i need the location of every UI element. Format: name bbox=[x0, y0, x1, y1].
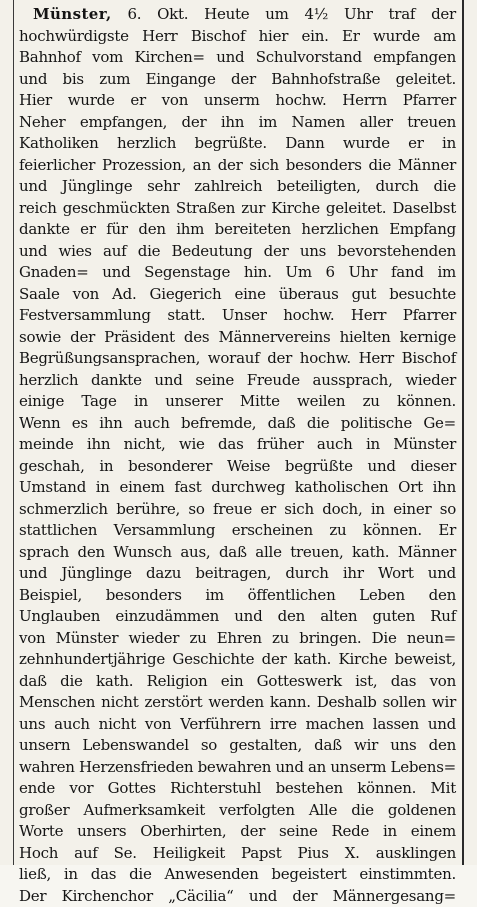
article-body bbox=[19, 4, 456, 907]
column-rule-right bbox=[462, 0, 464, 865]
article-line: Katholiken herzlich begrüßte. Dann wurde er in bbox=[19, 133, 456, 155]
article-line: hochwürdigste Herr Bischof hier ein. Er wurde am bbox=[19, 26, 456, 48]
article-line: zehnhundertjährige Geschichte der kath. Kirche beweist, bbox=[19, 649, 456, 671]
article-line: wahren Herzensfrieden bewahren und an unserm Lebens= bbox=[19, 757, 456, 779]
article-line: Menschen nicht zerstört werden kann. Deshalb sollen wir bbox=[19, 692, 456, 714]
article-line: Umstand in einem fast durchweg katholischen Ort ihn bbox=[19, 477, 456, 499]
article-line: Bahnhof vom Kirchen= und Schulvorstand empfangen bbox=[19, 47, 456, 69]
article-line: daß die kath. Religion ein Gotteswerk ist, das von bbox=[19, 671, 456, 693]
article-line: und Jünglinge dazu beitragen, durch ihr Wort und bbox=[19, 563, 456, 585]
article-line: unsern Lebenswandel so gestalten, daß wir uns den bbox=[19, 735, 456, 757]
column-rule-left bbox=[13, 0, 14, 865]
article-dateline bbox=[19, 4, 456, 26]
article-line: sprach den Wunsch aus, daß alle treuen, kath. Männer bbox=[19, 542, 456, 564]
article-line: Gnaden= und Segenstage hin. Um 6 Uhr fand im bbox=[19, 262, 456, 284]
article-line: sowie der Präsident des Männervereins hielten kernige bbox=[19, 327, 456, 349]
article-line: einige Tage in unserer Mitte weilen zu können. bbox=[19, 391, 456, 413]
article-line: ließ, in das die Anwesenden begeistert einstimmten. bbox=[19, 864, 456, 886]
article-line: Neher empfangen, der ihn im Namen aller treuen bbox=[19, 112, 456, 134]
article-line: großer Aufmerksamkeit verfolgten Alle die goldenen bbox=[19, 800, 456, 822]
article-line: ende vor Gottes Richterstuhl bestehen können. Mit bbox=[19, 778, 456, 800]
article-line: von Münster wieder zu Ehren zu bringen. Die neun= bbox=[19, 628, 456, 650]
article-line: Beispiel, besonders im öffentlichen Leben den bbox=[19, 585, 456, 607]
article-line: meinde ihn nicht, wie das früher auch in Münster bbox=[19, 434, 456, 456]
article-lines bbox=[19, 26, 456, 907]
article-line: geschah, in besonderer Weise begrüßte und dieser bbox=[19, 456, 456, 478]
article-line: Der Kirchenchor „Cäcilia“ und der Männergesang= bbox=[19, 886, 456, 907]
article-line: reich geschmückten Straßen zur Kirche geleitet. Daselbst bbox=[19, 198, 456, 220]
article-line: schmerzlich berühre, so freue er sich doch, in einer so bbox=[19, 499, 456, 521]
article-line: Worte unsers Oberhirten, der seine Rede in einem bbox=[19, 821, 456, 843]
dateline-text: 6. Okt. Heute um 4½ Uhr traf der bbox=[127, 5, 456, 23]
article-line: dankte er für den ihm bereiteten herzlichen Empfang bbox=[19, 219, 456, 241]
article-line: feierlicher Prozession, an der sich besonders die Männer bbox=[19, 155, 456, 177]
article-line: und wies auf die Bedeutung der uns bevorstehenden bbox=[19, 241, 456, 263]
article-line: uns auch nicht von Verführern irre machen lassen und bbox=[19, 714, 456, 736]
dateline-place: Münster, bbox=[33, 5, 112, 23]
article-line: herzlich dankte und seine Freude aussprach, wieder bbox=[19, 370, 456, 392]
article-line: Wenn es ihn auch befremde, daß die politische Ge= bbox=[19, 413, 456, 435]
article-line: und Jünglinge sehr zahlreich beteiligten, durch die bbox=[19, 176, 456, 198]
article-line: Begrüßungsansprachen, worauf der hochw. Herr Bischof bbox=[19, 348, 456, 370]
article-line: Unglauben einzudämmen und den alten guten Ruf bbox=[19, 606, 456, 628]
article-line: und bis zum Eingange der Bahnhofstraße geleitet. bbox=[19, 69, 456, 91]
article-line: Hier wurde er von unserm hochw. Herrn Pfarrer bbox=[19, 90, 456, 112]
article-line: Festversammlung statt. Unser hochw. Herr Pfarrer bbox=[19, 305, 456, 327]
article-line: Hoch auf Se. Heiligkeit Papst Pius X. ausklingen bbox=[19, 843, 456, 865]
article-line: stattlichen Versammlung erscheinen zu können. Er bbox=[19, 520, 456, 542]
article-line: Saale von Ad. Giegerich eine überaus gut besuchte bbox=[19, 284, 456, 306]
